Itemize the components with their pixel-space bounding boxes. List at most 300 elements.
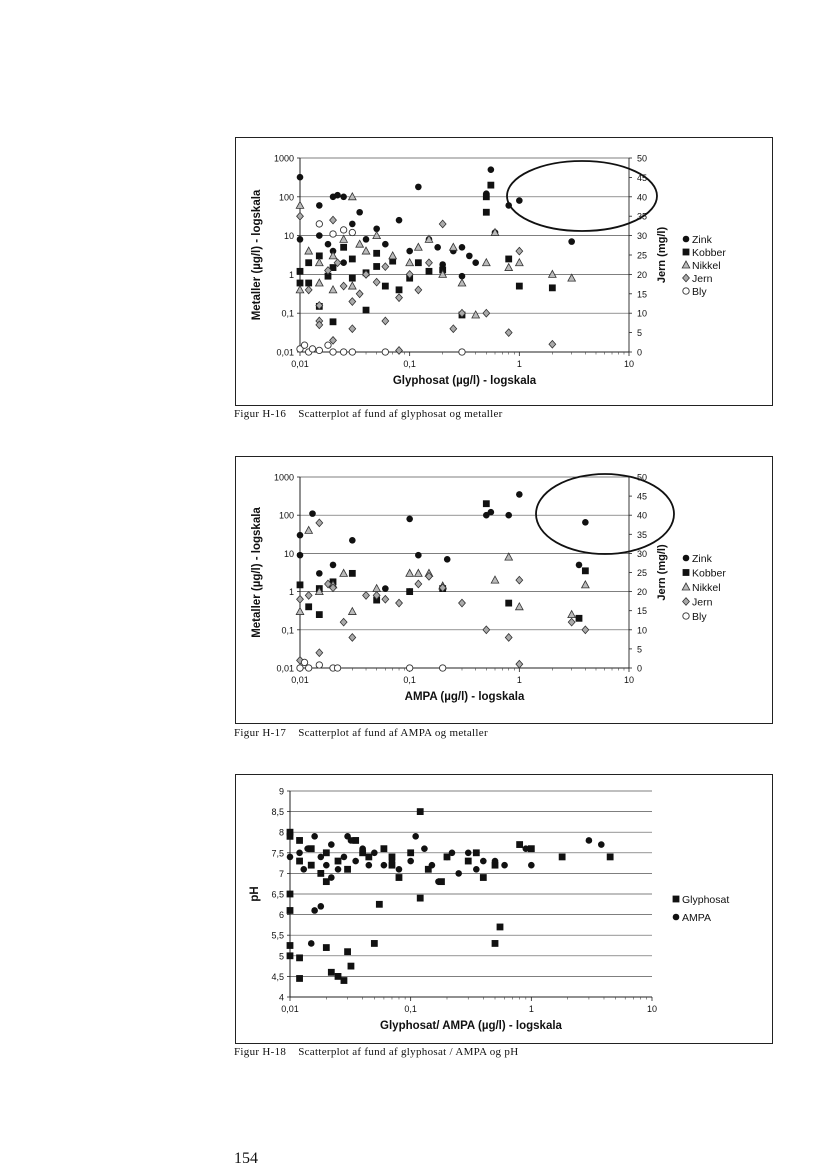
point-kobber [483,500,490,507]
point-nikkel [305,247,313,254]
point-nikkel [406,569,414,576]
figure-h18-frame [235,774,773,1044]
point-jern [450,325,457,333]
legend-label-kobber: Kobber [692,567,726,580]
point-ampa [492,858,499,865]
point-zink [382,241,389,248]
point-jern [516,247,523,255]
point-nikkel [305,526,313,533]
x-tick-label: 0,01 [291,359,309,369]
point-nikkel [349,282,357,289]
point-nikkel [316,279,324,286]
x-tick-label: 0,1 [403,675,416,685]
y2-tick-label: 10 [637,308,648,319]
point-zink [297,174,304,181]
point-ampa [480,858,487,865]
point-nikkel [349,193,357,200]
legend-label-kobber: Kobber [692,247,726,259]
point-jern [483,626,490,634]
legend-marker-jern [683,274,690,282]
point-nikkel [373,585,381,592]
point-glyphosat [607,854,614,861]
x-axis-label: AMPA (µg/l) - logskala [404,691,525,703]
point-kobber [549,284,556,291]
point-glyphosat [344,948,351,955]
point-zink [434,244,441,251]
point-kobber [415,259,422,266]
point-zink [406,516,413,523]
point-jern [330,216,337,224]
legend-label-nikkel: Nikkel [692,260,721,272]
point-kobber [373,250,380,257]
point-nikkel [373,232,381,239]
point-jern [340,618,347,626]
point-jern [349,325,356,333]
y-tick-label: 5,5 [271,930,284,941]
point-ampa [449,850,456,857]
y-tick-label: 1 [288,269,294,280]
point-zink [415,184,422,191]
point-jern [305,592,312,600]
point-nikkel [516,259,524,266]
point-glyphosat [296,858,303,865]
y2-tick-label: 50 [637,153,648,164]
point-kobber [305,280,312,287]
legend-marker-kobber [683,249,690,256]
point-bly [301,659,307,665]
point-kobber [582,567,589,574]
y2-tick-label: 45 [637,491,648,502]
point-bly [305,665,311,671]
point-zink [297,552,304,559]
point-ampa [352,858,359,865]
point-jern [505,634,512,642]
point-nikkel [389,252,397,259]
point-nikkel [296,286,304,293]
series-zink [297,491,589,595]
point-kobber [576,615,583,622]
point-jern [415,580,422,588]
point-zink [396,217,403,224]
y-tick-label: 0,1 [281,625,294,636]
point-zink [330,562,337,569]
point-ampa [523,845,530,852]
point-bly [309,346,315,352]
point-zink [316,202,323,209]
point-zink [472,259,479,266]
point-kobber [373,263,380,270]
point-bly [340,349,346,355]
y-tick-label: 4,5 [271,971,284,982]
y2-tick-label: 0 [637,663,643,674]
point-kobber [363,307,370,314]
point-glyphosat [492,940,499,947]
point-nikkel [316,259,324,266]
caption-text: Scatterplot af fund af AMPA og metaller [298,727,488,739]
point-nikkel [549,270,557,277]
y-tick-label: 0,1 [281,308,294,319]
legend-label-zink: Zink [692,234,712,246]
point-nikkel [296,201,304,208]
point-jern [516,660,523,668]
y-tick-label: 0,01 [276,347,294,358]
point-ampa [304,845,311,852]
y2-tick-label: 35 [637,529,648,540]
point-nikkel [362,247,370,254]
highlight-ellipse [507,161,657,231]
point-nikkel [568,274,576,281]
point-kobber [396,286,403,293]
x-tick-label: 1 [516,359,522,369]
legend-label-glyphosat: Glyphosat [682,894,730,906]
chart-h17 [236,457,772,723]
point-ampa [311,907,318,914]
point-glyphosat [287,907,294,914]
point-ampa [412,833,419,840]
point-nikkel [450,243,458,250]
point-jern [568,618,575,626]
point-zink [568,238,575,245]
point-glyphosat [323,849,330,856]
point-zink [363,236,370,243]
point-zink [325,241,332,248]
point-nikkel [329,286,337,293]
point-ampa [407,858,414,865]
point-kobber [426,268,433,275]
point-nikkel [505,553,513,560]
highlight-ellipse [536,474,674,554]
y-tick-label: 100 [278,192,294,203]
point-zink [466,253,473,260]
point-nikkel [415,243,423,250]
x-tick-label: 10 [646,1004,658,1014]
point-nikkel [568,611,576,618]
point-kobber [349,570,356,577]
point-zink [459,244,466,251]
y2-tick-label: 30 [637,548,648,559]
point-nikkel [472,311,480,318]
y-tick-label: 10 [283,548,294,559]
point-glyphosat [417,808,424,815]
x-tick-label: 1 [516,675,522,685]
y2-tick-label: 10 [637,625,648,636]
point-ampa [473,866,480,873]
series-kobber [297,500,589,621]
point-kobber [406,588,413,595]
point-ampa [318,903,325,910]
point-jern [382,595,389,603]
point-bly [334,665,340,671]
point-kobber [483,193,490,200]
point-bly [406,665,412,671]
caption-h16 [234,408,503,420]
point-jern [582,626,589,634]
point-glyphosat [365,854,372,861]
point-ampa [359,845,366,852]
y-tick-label: 7,5 [271,848,284,859]
y-tick-label: 6 [278,910,284,921]
point-glyphosat [348,963,355,970]
point-ampa [371,850,378,857]
point-zink [582,519,589,526]
point-zink [316,570,323,577]
point-ampa [381,862,388,869]
point-ampa [528,862,535,869]
point-jern [305,286,312,294]
point-glyphosat [323,944,330,951]
point-zink [334,192,341,199]
point-ampa [341,854,348,861]
point-kobber [305,603,312,610]
series-nikkel [296,193,575,318]
legend-marker-nikkel [682,583,690,590]
point-zink [406,248,413,255]
point-bly [330,349,336,355]
point-kobber [330,318,337,325]
point-nikkel [296,608,304,615]
point-kobber [340,244,347,251]
chart-h18 [236,775,772,1043]
point-bly [316,221,322,227]
y-tick-label: 1 [288,587,294,598]
y2-tick-label: 25 [637,568,648,578]
point-bly [301,342,307,348]
x-tick-label: 0,1 [404,1004,417,1014]
page-number: 154 [234,1150,258,1167]
point-nikkel [340,235,348,242]
point-jern [356,290,363,298]
caption-number: Figur H-18 [234,1046,287,1058]
y-tick-label: 100 [278,510,294,521]
point-bly [325,342,331,348]
point-glyphosat [287,952,294,959]
legend-label-zink: Zink [692,553,712,565]
y2-tick-label: 5 [637,644,643,655]
point-jern [382,263,389,271]
legend-label-nikkel: Nikkel [692,582,721,594]
y-tick-label: 10 [283,231,294,242]
point-zink [316,232,323,239]
point-ampa [501,862,508,869]
point-zink [576,562,583,569]
y-tick-label: 8,5 [271,807,284,818]
legend-marker-zink [683,555,690,562]
series-jern [297,519,589,668]
point-ampa [465,850,472,857]
legend-marker-kobber [683,569,690,576]
y2-tick-label: 20 [637,587,648,598]
point-zink [516,491,523,498]
point-glyphosat [287,833,294,840]
point-zink [349,537,356,544]
point-bly [340,227,346,233]
point-kobber [487,182,494,189]
point-jern [516,576,523,584]
point-kobber [349,275,356,282]
point-kobber [505,600,512,607]
legend-marker-nikkel [682,261,690,268]
legend-marker-bly [683,288,689,294]
caption-text: Scatterplot af fund af glyphosat og metaller [298,408,503,420]
point-zink [488,509,495,516]
x-tick-label: 10 [623,675,635,685]
chart-h16 [236,138,772,405]
y2-tick-label: 15 [637,606,648,617]
point-glyphosat [328,969,335,976]
point-jern [426,259,433,267]
point-bly [316,662,322,668]
point-zink [516,197,523,204]
caption-h17 [234,727,488,739]
point-bly [349,349,355,355]
point-glyphosat [417,895,424,902]
point-glyphosat [296,954,303,961]
point-zink [505,512,512,519]
point-ampa [429,862,436,869]
point-glyphosat [376,901,383,908]
point-glyphosat [344,866,351,873]
point-jern [316,519,323,527]
legend-label-jern: Jern [692,273,713,285]
point-nikkel [349,608,357,615]
point-kobber [297,268,304,275]
point-zink [444,556,451,563]
legend-marker-bly [683,613,689,619]
point-nikkel [340,569,348,576]
point-kobber [305,259,312,266]
y2-tick-label: 25 [637,250,648,261]
point-jern [505,329,512,337]
legend-marker-glyphosat [673,896,680,903]
x-tick-label: 1 [528,1004,534,1014]
point-glyphosat [407,849,414,856]
legend-label-bly: Bly [692,611,707,623]
point-glyphosat [497,924,504,931]
y2-tick-label: 35 [637,211,648,222]
point-glyphosat [296,837,303,844]
legend-marker-zink [683,236,690,243]
point-jern [316,649,323,657]
legend-label-ampa: AMPA [682,912,711,924]
point-kobber [297,581,304,588]
series-ampa [287,833,605,947]
y-tick-label: 9 [278,786,284,797]
caption-number: Figur H-16 [234,408,287,420]
y2-tick-label: 20 [637,269,648,280]
point-ampa [435,878,442,885]
point-glyphosat [335,973,342,980]
point-nikkel [415,569,423,576]
point-nikkel [406,259,414,266]
point-ampa [455,870,462,877]
point-zink [415,552,422,559]
point-kobber [483,209,490,216]
point-ampa [366,862,373,869]
point-ampa [296,850,303,857]
series-kobber [297,182,556,325]
y-axis-label: Metaller (µg/l) - logskala [251,507,263,638]
point-jern [483,309,490,317]
y-tick-label: 0,01 [276,663,294,674]
point-jern [415,286,422,294]
point-ampa [308,940,315,947]
y2-tick-label: 50 [637,472,648,483]
x-tick-label: 10 [623,359,635,369]
point-ampa [421,845,428,852]
y-tick-label: 1000 [273,472,294,483]
point-nikkel [505,264,513,271]
point-glyphosat [559,854,566,861]
legend-marker-ampa [673,914,680,921]
series-bly [297,659,446,671]
point-zink [382,585,389,592]
y2-tick-label: 15 [637,289,648,300]
point-nikkel [458,279,466,286]
point-ampa [318,854,325,861]
caption-text: Scatterplot af fund af glyphosat / AMPA og pH [298,1046,519,1058]
point-glyphosat [308,862,315,869]
point-bly [382,349,388,355]
series-glyphosat [287,808,614,984]
x-axis-label: Glyphosat/ AMPA (µg/l) - logskala [380,1020,562,1032]
y-tick-label: 5 [278,951,284,962]
figure-h17-frame [235,456,773,724]
point-jern [373,278,380,286]
point-kobber [382,283,389,290]
y2-tick-label: 30 [637,231,648,242]
point-zink [356,209,363,216]
point-zink [488,166,495,173]
y2-axis-label: Jern (mg/l) [656,544,668,601]
caption-number: Figur H-17 [234,727,287,739]
point-nikkel [516,603,524,610]
point-ampa [300,866,307,873]
point-jern [396,347,403,355]
point-glyphosat [465,858,472,865]
point-nikkel [483,259,491,266]
point-ampa [389,858,396,865]
point-nikkel [356,240,364,247]
point-jern [349,298,356,306]
y2-tick-label: 45 [637,172,648,183]
point-bly [330,231,336,237]
point-ampa [323,862,330,869]
y2-tick-label: 40 [637,192,648,203]
y-tick-label: 8 [278,827,284,838]
point-glyphosat [380,845,387,852]
point-jern [382,317,389,325]
point-glyphosat [287,942,294,949]
y2-tick-label: 5 [637,328,643,339]
point-glyphosat [371,940,378,947]
point-bly [459,349,465,355]
y2-tick-label: 0 [637,347,643,358]
point-kobber [316,611,323,618]
point-glyphosat [516,841,523,848]
point-glyphosat [287,891,294,898]
point-bly [439,665,445,671]
point-ampa [598,841,605,848]
legend-label-bly: Bly [692,286,707,298]
point-ampa [311,833,318,840]
point-ampa [586,837,593,844]
y-axis-label: pH [249,886,261,902]
point-jern [459,599,466,607]
point-ampa [287,854,294,861]
point-nikkel [582,581,590,588]
point-bly [297,665,303,671]
point-glyphosat [480,874,487,881]
